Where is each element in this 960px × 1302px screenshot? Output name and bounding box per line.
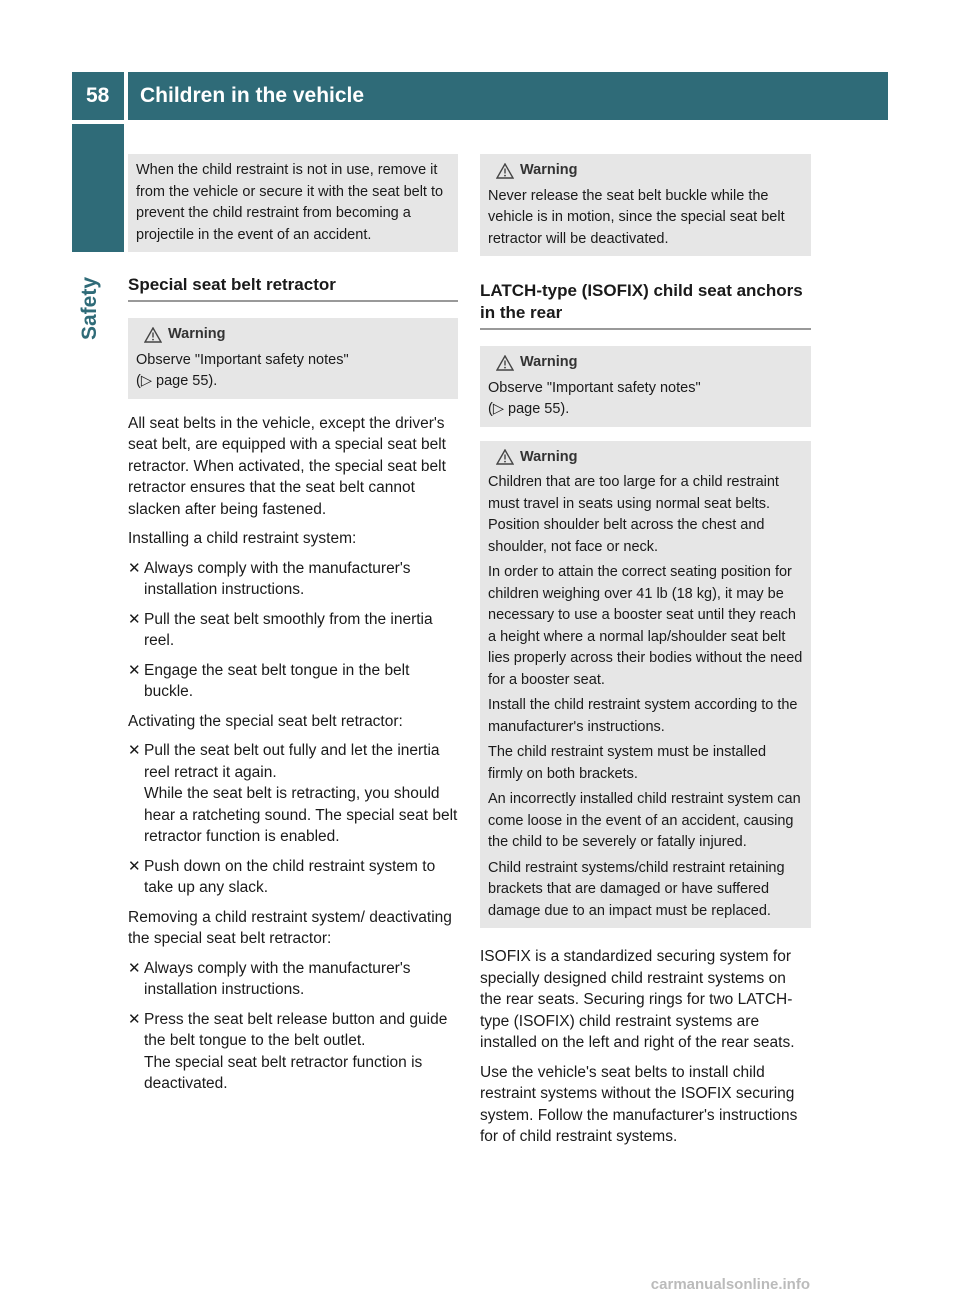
- section-tab: [72, 124, 124, 252]
- intro-note-text: When the child restraint is not in use, remove it from the vehicle or secure it with the seat belt to prevent the child restraint from becoming a projectile in the event of an accident.: [136, 162, 444, 243]
- section-heading-isofix: LATCH-type (ISOFIX) child seat anchors in the rear: [480, 280, 811, 330]
- warning-box-buckle: [480, 154, 811, 256]
- step-x-icon: ✕: [128, 857, 141, 875]
- step-x-icon: ✕: [128, 1010, 141, 1028]
- left-column: [128, 154, 458, 1103]
- warning-paragraph: Child restraint systems/child restraint retaining brackets that are damaged or have suffered damage due to an impact must be replaced.: [488, 859, 785, 919]
- install-steps: [128, 558, 458, 703]
- warning-box-child-size: [480, 441, 811, 929]
- warning-box-retractor: [128, 318, 458, 399]
- right-column: [480, 154, 811, 1156]
- warning-triangle-icon: [496, 163, 514, 179]
- warning-title: Warning: [168, 326, 226, 342]
- warning-paragraph: In order to attain the correct seating position for children weighing over 41 lb (18 kg), it may be necessary to use a booster seat until they reach a height where a normal lap/shoulder seat belt lies properly across their bodies without the need for a booster seat.: [488, 564, 803, 688]
- seat-belt-instruction: Use the vehicle's seat belts to install child restraint systems without the ISOFIX securing system. Follow the manufacturer's instructions for of child restraint systems.: [480, 1063, 798, 1145]
- step-x-icon: ✕: [128, 610, 141, 628]
- warning-page-ref[interactable]: (▷ page 55).: [136, 373, 218, 389]
- watermark: carmanualsonline.info: [650, 1276, 810, 1293]
- list-item: ✕ Pull the seat belt out fully and let the inertia reel retract it again. While the seat belt is retracting, you should hear a ratcheting sound. The special seat belt retractor function is enabled.: [128, 742, 458, 845]
- isofix-description: ISOFIX is a standardized securing system for specially designed child restraint systems on the rear seats. Securing rings for two LATCH-type (ISOFIX) child restraint systems are installed on the left and right of the rear seats.: [480, 948, 795, 1051]
- step-x-icon: ✕: [128, 959, 141, 977]
- warning-paragraph: The child restraint system must be installed firmly on both brackets.: [488, 744, 767, 782]
- warning-box-safety-notes: [480, 346, 811, 427]
- section-heading-retractor: Special seat belt retractor: [128, 274, 458, 302]
- page-number: 58: [72, 72, 124, 120]
- warning-title: Warning: [520, 162, 578, 178]
- warning-text: Never release the seat belt buckle while the vehicle is in motion, since the special seat belt retractor will be deactivated.: [488, 187, 785, 247]
- warning-page-ref[interactable]: (▷ page 55).: [488, 401, 570, 417]
- section-label: Safety: [78, 276, 101, 340]
- install-label: Installing a child restraint system:: [128, 530, 357, 547]
- step-x-icon: ✕: [128, 742, 141, 759]
- activate-steps: [128, 740, 458, 899]
- warning-triangle-icon: [144, 327, 162, 343]
- warning-line: Observe "Important safety notes": [488, 379, 701, 396]
- warning-header: [488, 160, 803, 182]
- warning-header: [136, 324, 450, 346]
- retractor-description: All seat belts in the vehicle, except the driver's seat belt, are equipped with a special seat belt retractor. When activated, the special seat belt retractor ensures that the seat belt cannot slacken after being fastened.: [128, 414, 446, 518]
- warning-paragraph: An incorrectly installed child restraint system can come loose in the event of an accident, causing the child to be severely or fatally injured.: [488, 791, 801, 850]
- warning-title: Warning: [520, 354, 578, 370]
- warning-line: Observe "Important safety notes": [136, 351, 349, 368]
- step-x-icon: ✕: [128, 661, 141, 679]
- intro-note-box: [128, 154, 458, 252]
- remove-label: Removing a child restraint system/ deactivating the special seat belt retractor:: [128, 908, 452, 947]
- warning-paragraph: Children that are too large for a child restraint must travel in seats using normal seat belts. Position shoulder belt across the chest and shoulder, not face or neck.: [488, 474, 779, 555]
- list-item: ✕ Engage the seat belt tongue in the belt buckle.: [128, 661, 410, 700]
- remove-steps: [128, 958, 458, 1095]
- list-item: ✕ Always comply with the manufacturer's installation instructions.: [128, 959, 411, 998]
- warning-header: [488, 447, 803, 469]
- warning-title: Warning: [520, 448, 578, 465]
- warning-triangle-icon: [496, 449, 514, 465]
- step-x-icon: ✕: [128, 559, 141, 577]
- warning-triangle-icon: [496, 355, 514, 371]
- list-item: ✕ Press the seat belt release button and guide the belt tongue to the belt outlet. The special seat belt retractor function is deactivated.: [128, 1010, 448, 1092]
- activate-label: Activating the special seat belt retractor:: [128, 712, 403, 730]
- warning-paragraph: Install the child restraint system according to the manufacturer's instructions.: [488, 697, 798, 735]
- list-item: ✕ Always comply with the manufacturer's installation instructions.: [128, 559, 411, 598]
- list-item: ✕ Push down on the child restraint system to take up any slack.: [128, 857, 436, 896]
- page-title: Children in the vehicle: [128, 72, 888, 120]
- list-item: ✕ Pull the seat belt smoothly from the inertia reel.: [128, 610, 433, 649]
- warning-header: [488, 352, 803, 374]
